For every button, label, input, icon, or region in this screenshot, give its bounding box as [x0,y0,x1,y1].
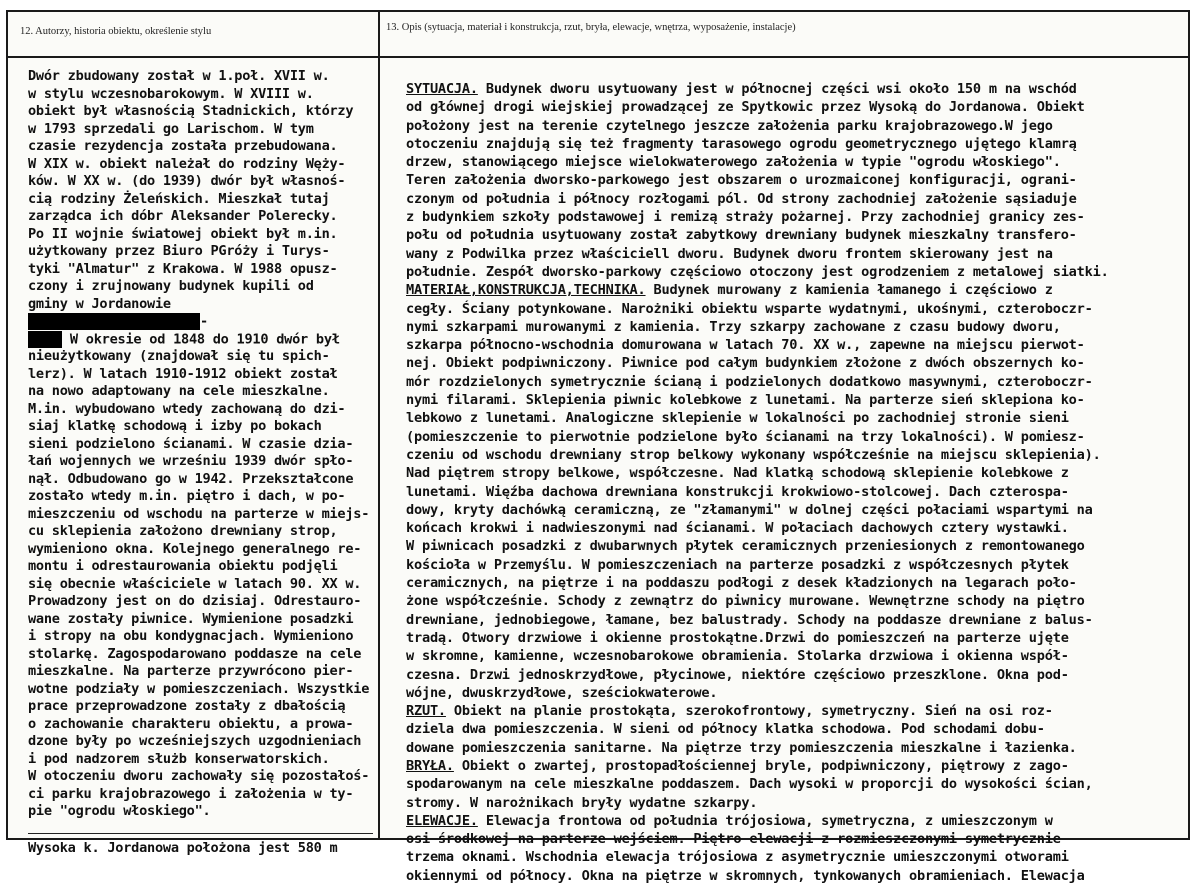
line-text: połu od południa usytuowany został zabytkowy drewniany budynek mieszkalny transfero- [406,227,1077,244]
line-text: południe. Zespół dworsko-parkowy częściowo otoczony jest ogrodzeniem z metalowej siatki. [406,263,1109,280]
line-text: dowane pomieszczenia sanitarne. Na piętrze trzy pomieszczenia mieszkalne i łazienka. [406,739,1077,756]
right-section-title: 13. Opis (sytuacja, materiał i konstrukcja, rzut, bryła, elewacje, wnętrza, wyposażenie, instalacje) [386,22,796,33]
text-line [406,171,1166,189]
line-text: w skromne, kamienne, wczesnobarokowe obramienia. Stolarka drzwiowa i okienna współ- [406,648,1069,665]
line-text: lunetami. Więźba dachowa drewniana konstrukcji krokwiowo-stolcowej. Dach czterospa- [406,483,1069,500]
text-line: mieszkalne. Na parterze przywrócono pier- [28,663,354,679]
text-line: czony i zrujnowany budynek kupili od [28,278,314,294]
text-line [406,629,1166,647]
text-line [406,574,1166,592]
text-line [406,190,1166,208]
text-line-redacted [28,313,374,331]
line-text: tradą. Otwory drzwiowe i okienne prostokątne.Drzwi do pomieszczeń na parterze ujęte [406,629,1069,646]
text-line: użytkowany przez Biuro PGróży i Turys- [28,243,330,259]
text-line [406,702,1166,720]
text-line: Prowadzony jest on do dzisiaj. Odrestauro- [28,593,362,609]
document-sheet [6,10,1190,884]
line-text: cegły. Ściany potynkowane. Narożniki obiektu wsparte wydatnymi, ukośnymi, czteroboczr- [406,300,1093,317]
line-text: czesna. Drzwi jednoskrzydłowe, płycinowe, niektóre częściowo przeszklone. Okna pod- [406,666,1069,683]
column-divider [378,12,380,838]
text-line: wymieniono okna. Kolejnego generalnego re- [28,540,362,557]
text-line [406,684,1166,702]
text-line: o zachowanie charakteru obiektu, a prowa- [28,715,354,732]
text-line: stolarkę. Zagospodarowano poddasze na cele [28,645,362,662]
text-line [406,281,1166,299]
text-line: dzone były po wcześniejszych uzgodnieniach [28,733,362,749]
text-line [406,409,1166,427]
text-line [406,483,1166,501]
line-text: dowy, kryty dachówką ceramiczną, ze "złamanymi" w dolnej części połaciami wspartymi na [406,501,1093,518]
text-line [406,647,1166,665]
text-line [406,354,1166,372]
text-line [406,592,1166,610]
line-text: ceramicznych, na piętrze i na poddaszu podłogi z desek kładzionych na legarach poło- [406,575,1077,592]
line-text: trzema oknami. Wschodnia elewacja trójosiowa z asymetrycznie umieszczonymi otworami [406,849,1069,866]
text-line [406,848,1166,866]
line-text: szkarpa północno-wschodnia domurowana w latach 70. XX w., zapewne na miejscu pierwot- [406,337,1085,354]
text-line: Po II wojnie światowej obiekt był m.in. [28,225,338,242]
text-line [406,775,1166,793]
text-line [406,373,1166,391]
text-line [406,336,1166,354]
text-line: siaj klatkę schodową i izby po bokach [28,418,322,434]
text-line [406,666,1166,684]
text-line [406,391,1166,409]
text-line [406,98,1166,116]
line-text: dziela dwa pomieszczenia. W sieni od północy klatka schodowa. Pod schodami dobu- [406,721,1045,738]
text-line: w 1793 sprzedali go Larischom. W tym [28,120,314,137]
text-line: sieni podzielono ścianami. W czasie dzia- [28,435,354,452]
text-line [406,501,1166,519]
text-line: na nowo adaptowany na cele mieszkalne. [28,383,330,399]
text-line [406,794,1166,812]
line-text: Teren założenia dworsko-parkowego jest obszarem o urozmaiconej konfiguracji, ograni- [406,172,1077,189]
text-line: w stylu wczesnobarokowym. W XVIII w. [28,85,314,102]
text-line [406,263,1166,281]
text-line [406,537,1166,555]
text-line [406,464,1166,482]
text-line: Dwór zbudowany został w 1.poł. XVII w. [28,68,330,84]
text-line [406,428,1166,446]
text-line [406,245,1166,263]
text-line: gminy w Jordanowie [28,295,171,312]
redaction-bar [28,313,200,330]
text-line: czasie rezydencja została przebudowana. [28,138,338,154]
line-text: stromy. W narożnikach bryły wydatne szkarpy. [406,794,758,811]
text-line: cu sklepienia założono drewniany strop, [28,523,338,539]
line-text: nymi filarami. Sklepienia piwnic kolebkowe z lunetami. Na parterze sień sklepiona ko- [406,392,1085,409]
line-text: nymi szkarpami murowanymi z kamienia. Trzy szkarpy zachowane z czasu budowy dworu, [406,318,1061,335]
line-text: W piwnicach posadzki z dwubarwnych płytek ceramicznych przeniesionych z remontowanego [406,538,1085,555]
line-text: Nad piętrem stropy belkowe, współczesne. Nad klatką schodową sklepienie kolebkowe z [406,465,1069,482]
text-line [406,226,1166,244]
text-line [406,867,1166,885]
text-line: pie "ogrodu włoskiego". [28,803,211,819]
description-column [406,80,1166,885]
line-text: mór rozdzielonych symetrycznie ścianą i podzielonych dodatkowo masywnymi, czteroboczr- [406,373,1093,390]
text-line: W XIX w. obiekt należał do rodziny Węży- [28,155,346,172]
text-line [406,208,1166,226]
text-line [406,117,1166,135]
footnote: Wysoka k. Jordanowa położona jest 580 m [28,839,338,856]
line-text: kościoła w Przemyślu. W pomieszczeniach na parterze posadzki z współczesnych płytek [406,556,1069,573]
text-line: zarządca ich dóbr Aleksander Polerecky. [28,208,338,224]
text-line [406,135,1166,153]
text-line [406,720,1166,738]
text-line [406,300,1166,318]
text-line: obiekt był własnością Stadnickich, którzy [28,103,354,119]
text-line: mieszczeniu od wschodu na parterze w miejs- [28,505,370,522]
history-column [28,68,374,857]
line-text: wany z Podwilka przez właściciell dworu. Budynek dworu frontem skierowany jest na [406,245,1053,262]
text-line: nieużytkowany (znajdował się tu spich- [28,348,330,364]
text-line: prace przeprowadzone zostały z dbałością [28,698,346,714]
text-line: się obecnie właściciele w latach 90. XX w. [28,575,362,592]
line-text: wójne, dwuskrzydłowe, sześciokwaterowe. [406,684,718,701]
line-text: od głównej drogi wiejskiej prowadzącej ze Spytkowic przez Wysoką do Jordanowa. Obiekt [406,99,1085,116]
left-section-title: 12. Autorzy, historia obiektu, określenie stylu [20,26,212,37]
line-text: Obiekt o zwartej, prostopadłościennej bryle, podpiwniczony, piętrowy z zago- [453,757,1069,774]
line-text: spodarowanym na cele mieszkalne poddaszem. Dach wysoki w proporcji do wysokości ścian, [406,776,1093,793]
line-text: lebkowo z lunetami. Analogiczne sklepienie w lokalności po zachodniej stronie sieni [406,410,1069,427]
text-line: i pod nadzorem służb konserwatorskich. [28,750,330,767]
line-text: czeniu od wschodu drewniany strop belkowy wykonany współcześnie na miejscu sklepienia). [406,446,1101,463]
line-text: położony jest na terenie czytelnego jeszcze założenia parku krajobrazowego.W jego [406,117,1053,134]
text-line [406,757,1166,775]
line-text: Budynek murowany z kamienia łamanego i częściowo z [645,282,1053,299]
text-line: W otoczeniu dworu zachowały się pozostałoś- [28,768,370,784]
text-line-redacted [28,331,374,349]
text-line: wane zostały piwnice. Wymienione posadzki [28,610,354,627]
text-line [406,446,1166,464]
text-line [406,611,1166,629]
text-line: nął. Odbudowano go w 1942. Przekształcone [28,470,354,487]
text-line: montu i odrestaurowania obiektu podjęli [28,558,338,574]
text-fragment: - [200,313,208,330]
line-text: otoczeniu znajdują się też fragmenty tarasowego ogrodu geometrycznego ujętego klamrą [406,135,1077,152]
section-heading: ELEWACJE. [406,812,478,829]
line-text: drewniane, jednobiegowe, łamane, bez balustrady. Schody na poddasze drewniane z balus- [406,611,1093,628]
line-text: Elewacja frontowa od południa trójosiowa, symetryczna, z umieszczonym w [477,812,1053,829]
line-text: (pomieszczenie to pierwotnie podzielone było ścianami na trzy lokalności). W pomiesz- [406,428,1085,445]
text-fragment: W okresie od 1848 do 1910 dwór był [62,331,340,347]
text-line: i stropy na obu kondygnacjach. Wymieniono [28,628,354,644]
text-line: łań wojennych we wrześniu 1939 dwór spło- [28,453,354,469]
text-line: tyki "Almatur" z Krakowa. W 1988 opusz- [28,260,338,277]
line-text: nej. Obiekt podpiwniczony. Piwnice pod całym budynkiem złożone z dwóch obszernych ko- [406,355,1085,372]
section-heading: BRYŁA. [406,757,454,774]
line-text: Obiekt na planie prostokąta, szerokofrontowy, symetryczny. Sień na osi roz- [445,703,1053,720]
header-row [8,12,1188,58]
text-line: lerz). W latach 1910-1912 obiekt został [28,365,338,382]
section-heading: SYTUACJA. [406,81,478,97]
text-line [406,519,1166,537]
line-text: końcach krokwi i nadwieszonymi nad ścianami. W połaciach dachowych cztery wystawki. [406,520,1069,537]
line-text: osi środkowej na parterze wejściem. Piętro elewacji z rozmieszczonymi symetrycznie [406,831,1061,848]
text-line [406,812,1166,830]
text-line: cią rodziny Żeleńskich. Mieszkał tutaj [28,190,330,207]
section-heading: MATERIAŁ,KONSTRUKCJA,TECHNIKA. [406,282,646,299]
section-heading: RZUT. [406,703,446,720]
line-text: czonym od południa i północy rozłogami pól. Od strony zachodniej założenie sąsiaduje [406,190,1077,207]
text-line: ków. W XX w. (do 1939) dwór był własnoś- [28,173,346,189]
text-line [406,153,1166,171]
text-line [406,556,1166,574]
text-line: wotne podziały w pomieszczeniach. Wszystkie [28,680,370,697]
line-text: Budynek dworu usytuowany jest w północnej części wsi około 150 m na wschód [477,81,1077,97]
text-line [406,739,1166,757]
line-text: z budynkiem szkoły podstawowej i remizą straży pożarnej. Przy zachodniej granicy zes- [406,209,1085,226]
text-line: zostało wtedy m.in. piętro i dach, w po- [28,488,346,504]
footnote-rule [28,833,373,834]
line-text: okiennymi od północy. Okna na piętrze w skromnych, tynkowanych obramieniach. Elewacja [406,867,1085,884]
line-text: żone współcześnie. Schody z zewnątrz do piwnicy murowane. Wewnętrzne schody na piętro [406,593,1085,610]
redaction-bar [28,331,62,348]
text-line: M.in. wybudowano wtedy zachowaną do dzi- [28,400,346,417]
text-line: ci parku krajobrazowego i założenia w ty- [28,785,354,802]
line-text: drzew, stanowiącego miejsce wielokwaterowego założenia w typie "ogrodu włoskiego". [406,154,1061,171]
text-line [406,830,1166,848]
text-line [406,80,1166,98]
text-line [406,318,1166,336]
